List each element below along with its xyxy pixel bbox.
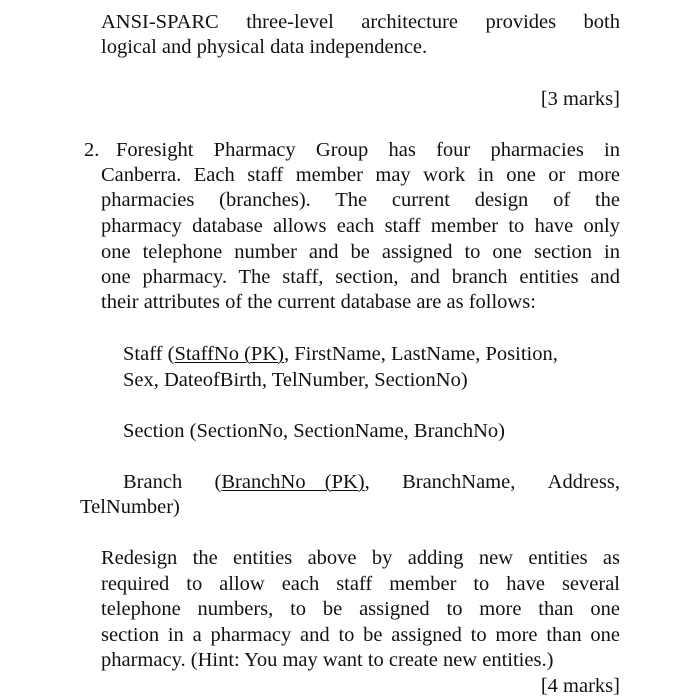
redesign-line-1: Redesign the entities above by adding new entities as [101,547,620,569]
staff-prefix: Staff ( [123,343,175,365]
staff-primary-key: StaffNo (PK) [174,343,284,365]
section-entity: Section (SectionNo, SectionName, BranchNo) [123,420,506,442]
branch-entity-line-2: TelNumber) [80,496,180,518]
branch-name-attr: BranchName, [402,471,516,493]
branch-word: Branch [123,471,183,493]
q1-line-3: logical and physical data independence. [101,36,428,58]
redesign-line-5: pharmacy. (Hint: You may want to create new entities.) [101,649,554,671]
staff-entity-line-1 [123,342,620,367]
redesign-line-2: required to allow each staff member to have several [101,573,620,595]
staff-attributes-1: , FirstName, LastName, Position, [283,343,558,365]
q2-para-line-1: Foresight Pharmacy Group has four pharmacies in [116,139,620,161]
q1-marks: [3 marks] [540,88,620,110]
q2-para-line-6: one pharmacy. The staff, section, and branch entities and [101,266,620,288]
staff-entity-text [123,342,558,367]
redesign-line-3: telephone numbers, to be assigned to more than one [101,598,620,620]
staff-entity-line-2: Sex, DateofBirth, TelNumber, SectionNo) [123,369,468,391]
q2-para-line-4: pharmacy database allows each staff member to have only [101,215,620,237]
q2-para-line-7: their attributes of the current database are as follows: [101,291,536,313]
branch-address-attr: Address, [547,471,620,493]
redesign-line-4: section in a pharmacy and to be assigned to more than one [101,624,620,646]
q2-para-line-2: Canberra. Each staff member may work in one or more [101,164,620,186]
branch-key-comma: , [364,471,370,493]
branch-entity-line-1 [123,470,620,495]
q2-para-line-3: pharmacies (branches). The current design of the [101,189,620,211]
branch-key-group [215,470,370,495]
q2-para-line-5: one telephone number and be assigned to one section in [101,241,620,263]
branch-key-open: ( [214,471,222,493]
q1-line-2: ANSI-SPARC three-level architecture provides both [101,11,620,33]
q2-marks: [4 marks] [540,675,620,697]
branch-primary-key: BranchNo (PK) [221,471,365,493]
q2-number: 2. [84,139,100,161]
